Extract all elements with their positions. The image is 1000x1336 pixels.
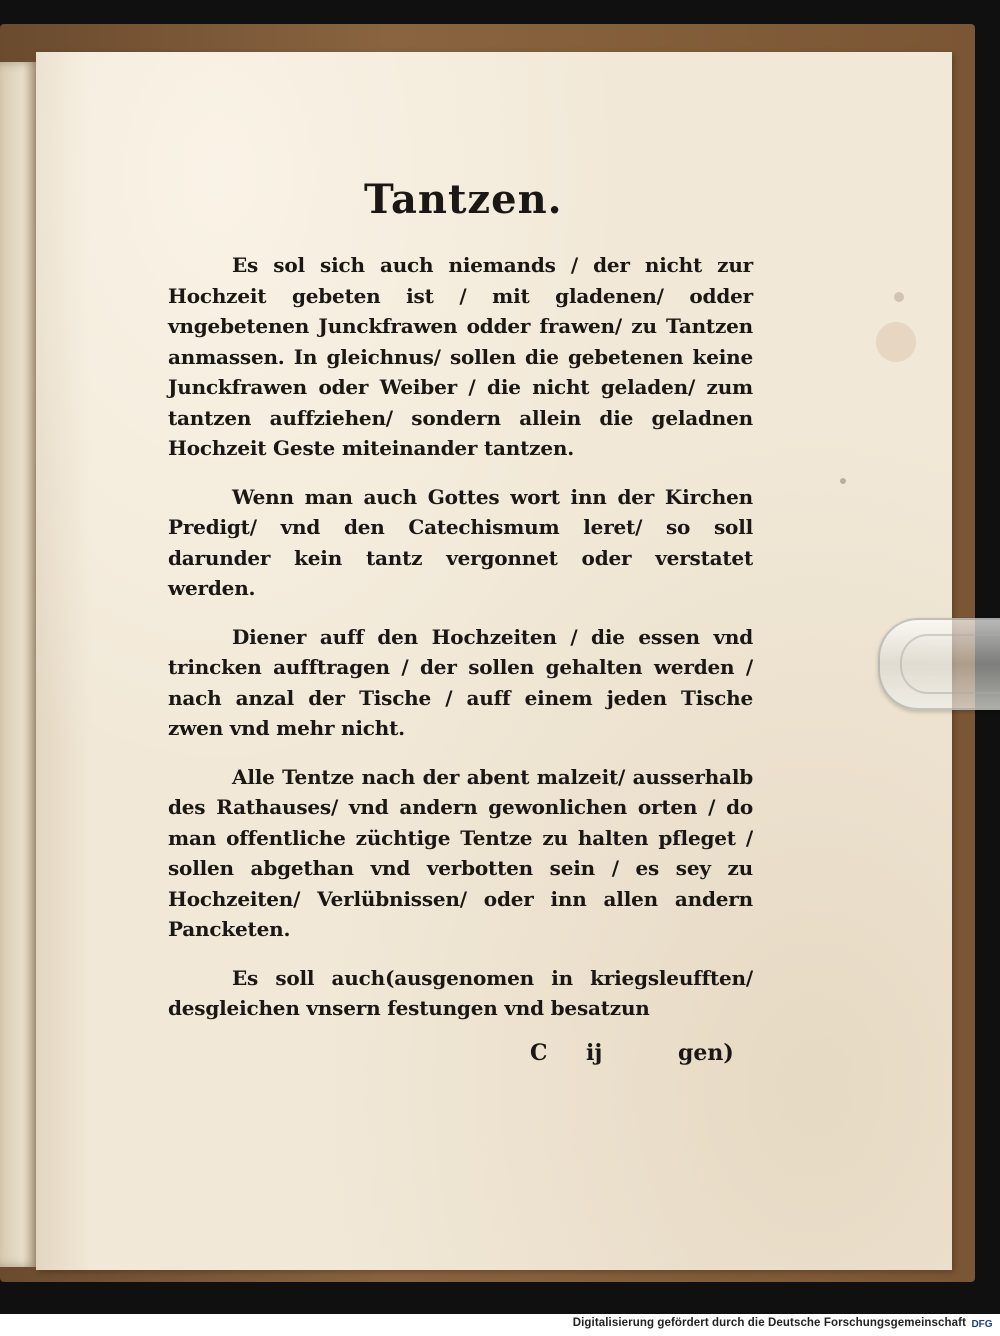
facing-page-edge	[0, 62, 38, 1267]
catchword: gen)	[678, 1040, 734, 1066]
page-clip-inner	[900, 634, 1000, 694]
footer-credit: Digitalisierung gefördert durch die Deutsche Forschungsgemeinschaft	[572, 1317, 966, 1329]
dfg-logo: DFG	[971, 1319, 993, 1330]
signature-line	[168, 1040, 753, 1074]
paragraph-2: Wenn man auch Gottes wort inn der Kirchen Predigt/ vnd den Catechismum leret/ so soll darunder kein tantz vergonnet oder verstatet werden.	[168, 484, 753, 600]
paragraph-1: Es sol sich auch niemands / der nicht zur Hochzeit gebeten ist / mit gladenen/ odder vngebetenen Junckfrawen odder frawen/ zu Tantzen anmassen. In gleichnus/ sollen die gebetenen keine Junckfrawen oder Weiber / die nicht geladen/ zum tantzen auffziehen/ sondern allein die geladnen Hochzeit Geste miteinander tantzen.	[168, 253, 753, 460]
signature-mark: C	[530, 1040, 548, 1066]
paper-stain	[894, 292, 904, 302]
page-clip	[878, 618, 1000, 710]
paper-stain	[876, 322, 916, 362]
footer-bar	[0, 1314, 1000, 1336]
paragraph-5: Es soll auch(ausgenomen in kriegsleufften/ desgleichen vnsern festungen vnd besatzun	[168, 965, 753, 1020]
paragraph-4: Alle Tentze nach der abent malzeit/ ausserhalb des Rathauses/ vnd andern gewonlichen orten / do man offentliche züchtige Tentze zu halten pfleget / sollen abgethan vnd verbotten sein / es sey zu Hochzeiten/ Verlübnissen/ oder inn allen andern Pancketen.	[168, 764, 753, 941]
page-heading: Tantzen.	[364, 176, 563, 223]
signature-number: ij	[586, 1040, 603, 1066]
paper-stain	[840, 478, 846, 484]
paragraph-3: Diener auff den Hochzeiten / die essen vnd trincken aufftragen / der sollen gehalten werden / nach anzal der Tische / auff einem jeden Tische zwen vnd mehr nicht.	[168, 624, 753, 740]
page-text-block	[168, 178, 753, 1024]
